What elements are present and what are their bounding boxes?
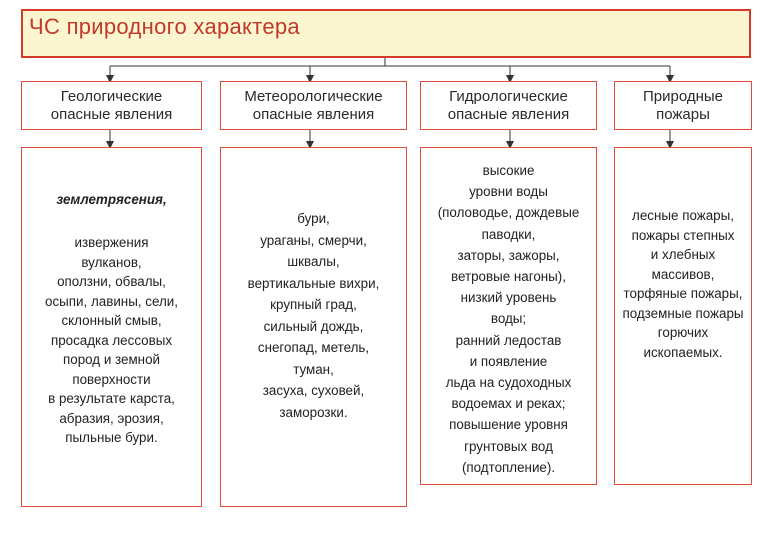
hydrological-detail-line: (половодье, дождевые <box>437 205 580 221</box>
hydrological-detail-line: и появление <box>469 353 548 369</box>
fires-detail-line: горючих <box>657 325 709 340</box>
geological-detail-line: поверхности <box>72 371 151 387</box>
fires-detail-line: и хлебных <box>650 247 716 262</box>
hydrological-detail-line: паводки, <box>481 226 536 242</box>
category-hydrological-line-1: Гидрологические <box>449 87 568 105</box>
meteorological-detail-line: шквалы, <box>287 254 340 269</box>
fires-detail-line: торфяные пожары, <box>623 286 743 301</box>
category-fires-line-2: пожары <box>656 105 710 123</box>
geological-detail-line: пыльные бури. <box>65 430 158 445</box>
geological-detail-line: в результате карста, <box>48 391 175 406</box>
geological-detail-line: осыпи, лавины, сели, <box>45 293 178 309</box>
hydrological-detail-line: воды; <box>490 311 527 327</box>
details-geological <box>21 147 202 507</box>
meteorological-detail-line: заморозки. <box>279 404 348 420</box>
details-fires <box>614 147 752 485</box>
meteorological-detail-line: крупный град, <box>270 297 357 312</box>
geological-detail-line: склонный смыв, <box>61 313 162 328</box>
hydrological-detail-line: высокие <box>482 163 535 178</box>
geological-emphasis: землетрясения, <box>56 192 167 207</box>
hydrological-detail-line: ветровые нагоны), <box>451 269 566 285</box>
hydrological-detail-line: ранний ледостав <box>455 332 562 348</box>
meteorological-detail-line: вертикальные вихри, <box>247 275 380 291</box>
category-hydrological-line-2: опасные явления <box>447 105 570 123</box>
fires-detail-line: лесные пожары, <box>632 208 734 223</box>
hydrological-detail-line: повышение уровня <box>449 417 568 433</box>
fires-detail-line: массивов, <box>651 266 715 282</box>
category-fires-line-1: Природные <box>642 87 724 105</box>
category-meteorological-line-1: Метеорологические <box>244 87 383 105</box>
meteorological-detail-line: засуха, суховей, <box>262 383 365 398</box>
hydrological-detail-line: водоемах и реках; <box>451 396 566 412</box>
hydrological-detail-line: грунтовых вод <box>464 438 553 454</box>
hydrological-detail-line: заторы, зажоры, <box>457 247 560 263</box>
hydrological-detail-line: низкий уровень <box>460 290 557 306</box>
hydrological-detail-line: (подтопление). <box>461 459 556 475</box>
meteorological-detail-line: туман, <box>293 361 334 377</box>
geological-detail-line: оползни, обвалы, <box>57 274 166 289</box>
geological-detail-line: абразия, эрозия, <box>59 410 164 426</box>
meteorological-detail-line: ураганы, смерчи, <box>260 232 367 248</box>
hydrological-detail-line: льда на судоходных <box>445 375 572 391</box>
geological-detail-line: извержения <box>74 235 149 250</box>
geological-detail-line: вулканов, <box>81 254 142 270</box>
meteorological-detail-line: сильный дождь, <box>263 318 364 334</box>
category-fires <box>614 81 752 130</box>
category-hydrological <box>420 81 597 130</box>
fires-detail-line: ископаемых. <box>643 344 723 360</box>
category-geological-line-1: Геологические <box>60 87 163 105</box>
meteorological-detail-line: снегопад, метель, <box>257 340 370 355</box>
fires-detail-line: подземные пожары <box>622 305 744 321</box>
category-geological <box>21 81 202 130</box>
page-title: ЧС природного характера <box>29 14 300 39</box>
meteorological-detail-line: бури, <box>297 211 330 226</box>
hydrological-detail-line: уровни воды <box>469 184 548 200</box>
details-meteorological <box>220 147 407 507</box>
category-meteorological-line-2: опасные явления <box>252 105 375 123</box>
category-meteorological <box>220 81 407 130</box>
details-hydrological <box>420 147 597 485</box>
geological-detail-line: просадка лессовых <box>50 332 173 348</box>
category-geological-line-2: опасные явления <box>50 105 173 123</box>
geological-detail-line: пород и земной <box>63 352 160 367</box>
fires-detail-line: пожары степных <box>631 227 735 243</box>
